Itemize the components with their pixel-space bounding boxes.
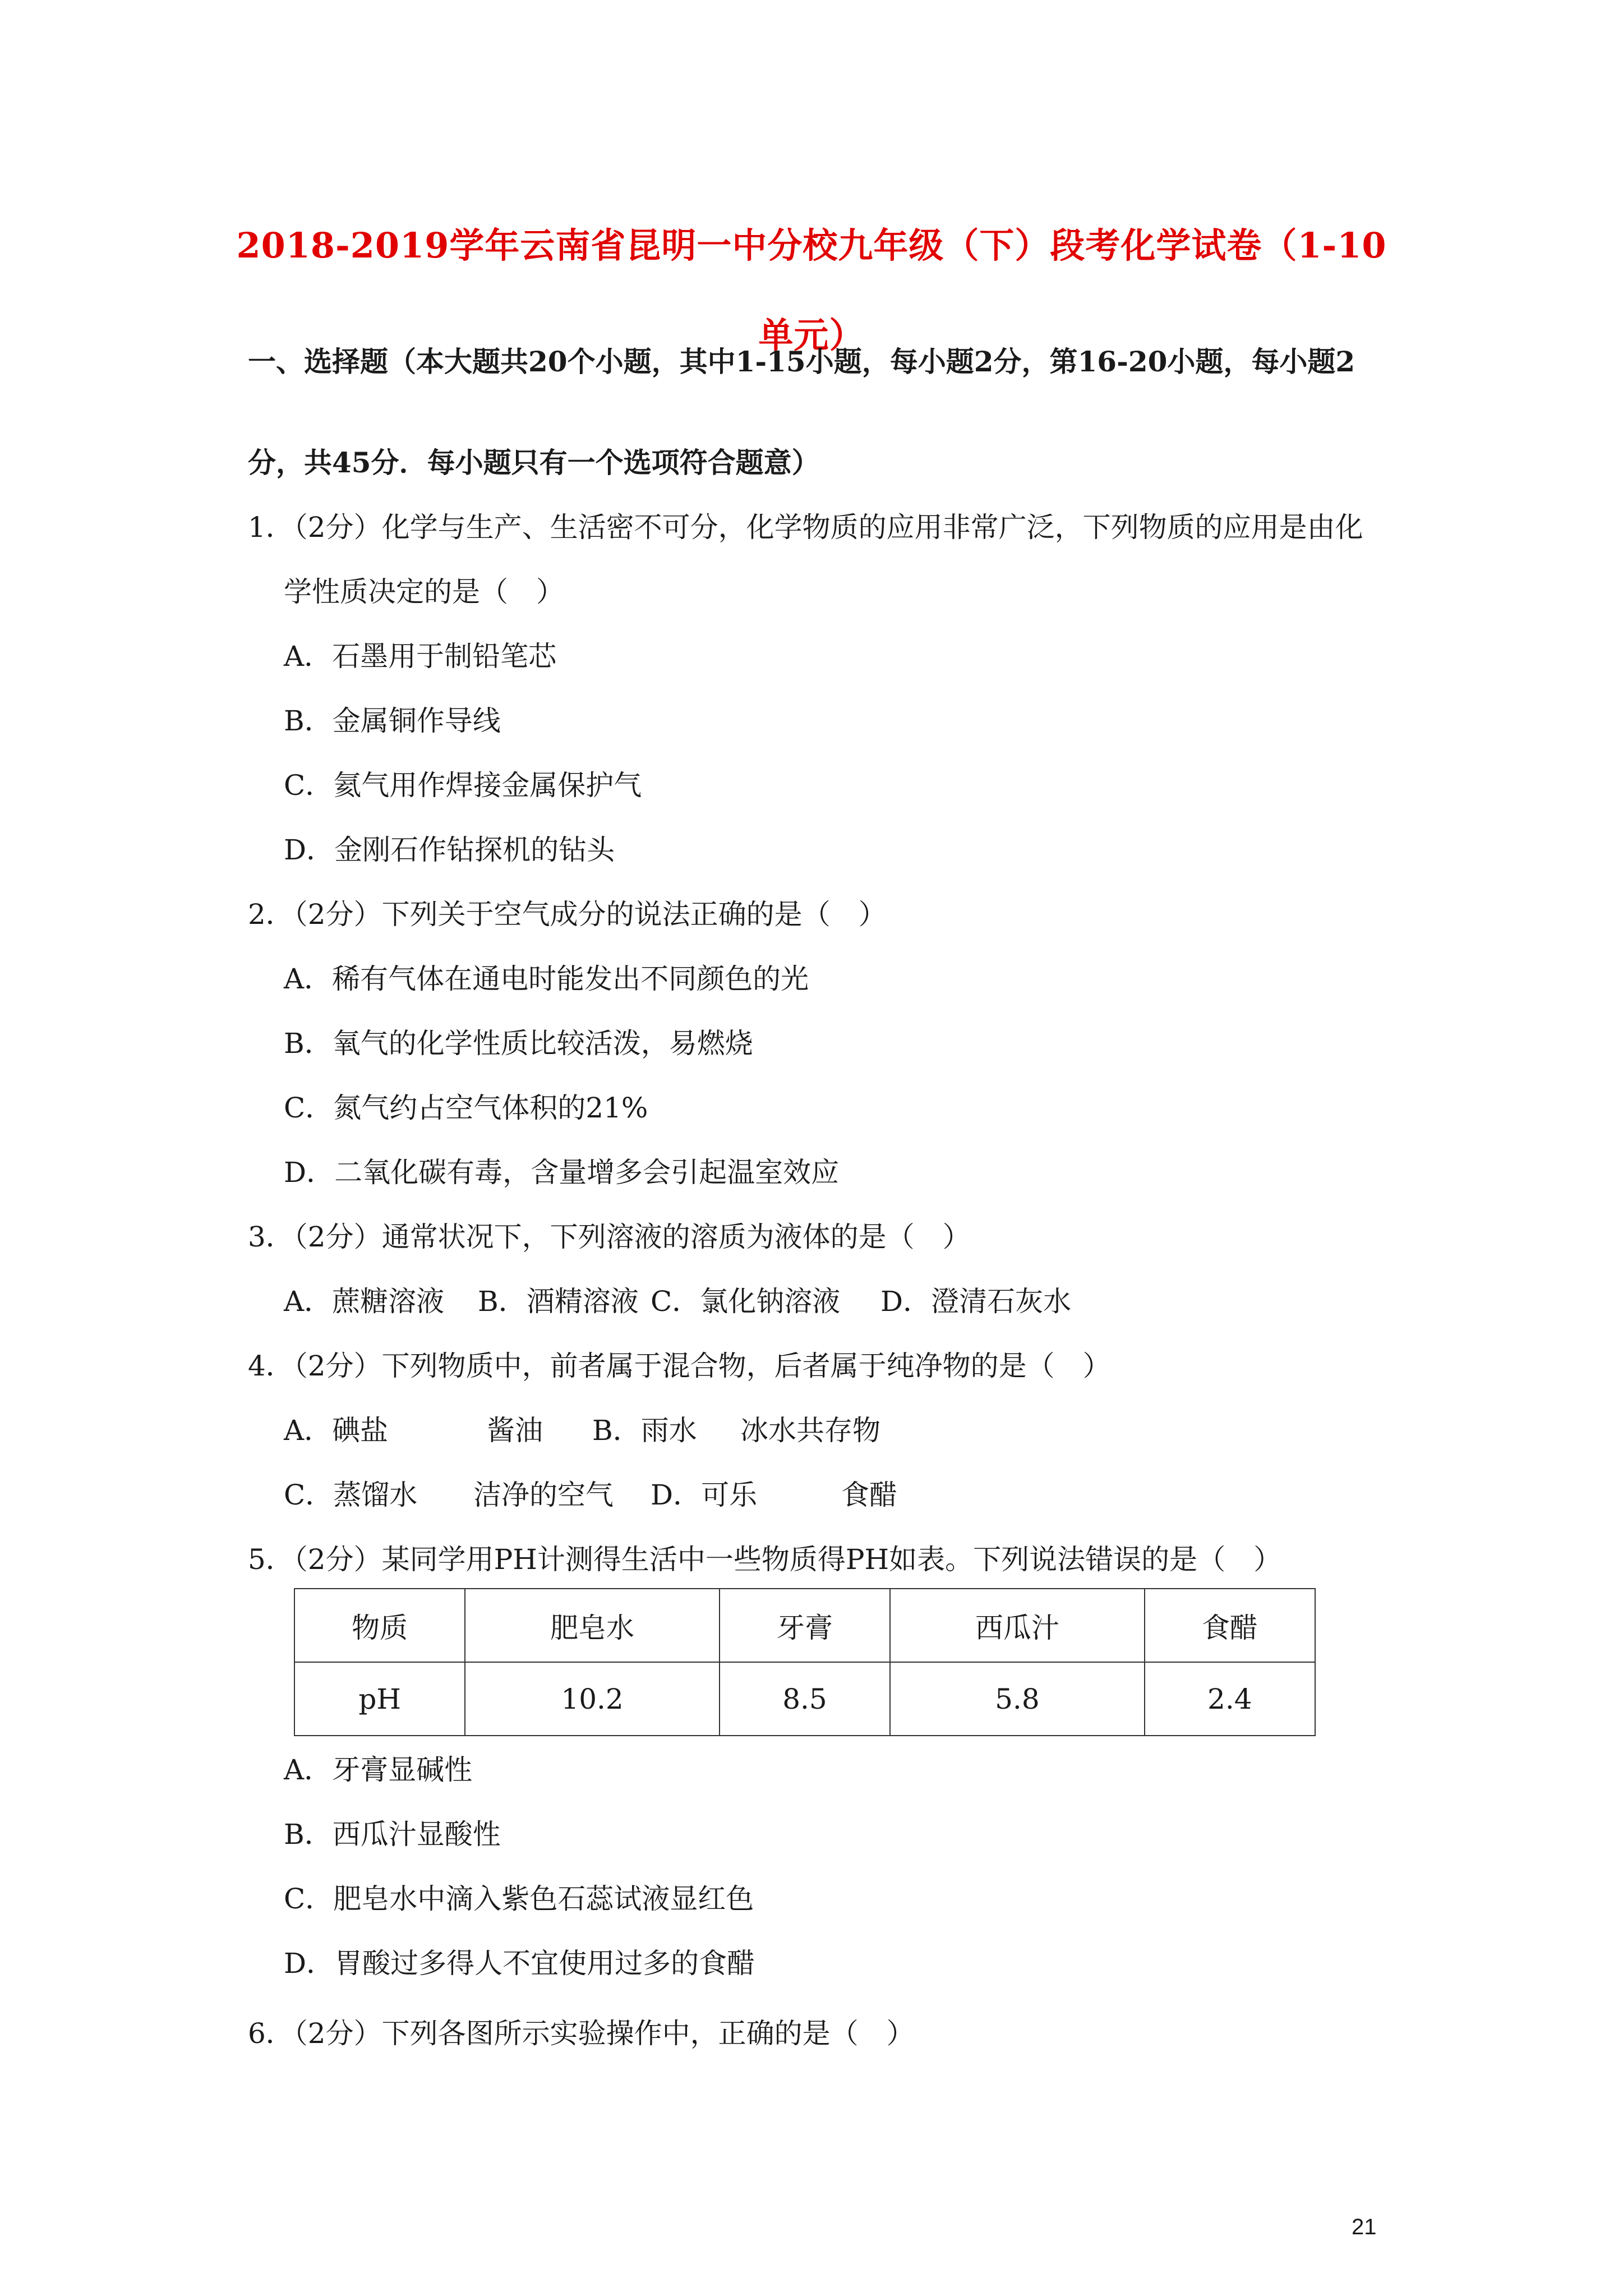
- question-3-option-a: A．蔗糖溶液: [284, 1285, 445, 1318]
- question-2-option-b: B．氧气的化学性质比较活泼，易燃烧: [284, 1027, 753, 1060]
- question-1-option-a: A．石墨用于制铅笔芯: [284, 640, 557, 673]
- exam-title-line2: 单元）: [758, 315, 865, 356]
- question-5-option-c: C．肥皂水中滴入紫色石蕊试液显红色: [284, 1883, 754, 1915]
- question-3-stem: 3．（2分）通常状况下，下列溶液的溶质为液体的是（ ）: [248, 1221, 971, 1253]
- question-1-stem: 1．（2分）化学与生产、生活密不可分，化学物质的应用非常广泛，下列物质的应用是由化: [248, 511, 1363, 544]
- question-1-option-b: B．金属铜作导线: [284, 705, 501, 737]
- question-4-option-d: D．可乐: [651, 1479, 758, 1511]
- question-5-option-b: B．西瓜汁显酸性: [284, 1818, 501, 1851]
- question-3-option-d: D．澄清石灰水: [880, 1285, 1072, 1318]
- question-4-option-c: C．蒸馏水: [284, 1479, 418, 1511]
- question-3-option-b: B．酒精溶液: [478, 1285, 639, 1318]
- question-4-option-d-second: 食醋: [841, 1479, 897, 1511]
- question-2-stem: 2．（2分）下列关于空气成分的说法正确的是（ ）: [248, 898, 887, 931]
- question-6-stem: 6．（2分）下列各图所示实验操作中，正确的是（ ）: [248, 2017, 915, 2050]
- table-header-cell: 食醋: [1145, 1589, 1315, 1662]
- section-heading-line2: 分，共45分．每小题只有一个选项符合题意）: [248, 446, 820, 479]
- table-header-cell: 牙膏: [720, 1589, 890, 1662]
- question-3-option-c: C．氯化钠溶液: [651, 1285, 841, 1318]
- question-2-option-a: A．稀有气体在通电时能发出不同颜色的光: [284, 963, 809, 995]
- question-1-option-d: D．金刚石作钻探机的钻头: [284, 834, 615, 866]
- question-4-option-b: B．雨水: [592, 1414, 697, 1447]
- question-4-option-a: A．碘盐: [284, 1414, 389, 1447]
- question-5-stem: 5．（2分）某同学用PH计测得生活中一些物质得PH如表。下列说法错误的是（ ）: [248, 1543, 1282, 1576]
- table-cell: 8.5: [720, 1662, 890, 1736]
- section-heading-line1: 一、选择题（本大题共20个小题，其中1-15小题，每小题2分，第16-20小题，每小题2: [248, 345, 1355, 378]
- question-4-option-b-second: 冰水共存物: [740, 1414, 880, 1447]
- table-header-cell: 西瓜汁: [890, 1589, 1145, 1662]
- table-cell: 5.8: [890, 1662, 1145, 1736]
- question-1-stem-cont: 学性质决定的是（ ）: [284, 576, 564, 608]
- ph-table: [294, 1588, 1316, 1736]
- question-2-option-d: D．二氧化碳有毒，含量增多会引起温室效应: [284, 1156, 840, 1189]
- table-cell: 2.4: [1145, 1662, 1315, 1736]
- question-5-option-a: A．牙膏显碱性: [284, 1754, 473, 1786]
- question-4-option-a-second: 酱油: [487, 1414, 543, 1447]
- question-5-option-d: D．胃酸过多得人不宜使用过多的食醋: [284, 1947, 755, 1980]
- table-header-cell: 物质: [294, 1589, 465, 1662]
- question-4-stem: 4．（2分）下列物质中，前者属于混合物，后者属于纯净物的是（ ）: [248, 1350, 1111, 1382]
- table-row: [294, 1662, 1315, 1736]
- table-row: [294, 1589, 1315, 1662]
- question-2-option-c: C．氮气约占空气体积的21%: [284, 1092, 648, 1124]
- question-4-option-c-second: 洁净的空气: [473, 1479, 614, 1511]
- exam-title-line1: 2018-2019学年云南省昆明一中分校九年级（下）段考化学试卷（1-10: [236, 225, 1387, 266]
- page-number: 21: [1352, 2215, 1377, 2239]
- table-cell: pH: [294, 1662, 465, 1736]
- table-cell: 10.2: [465, 1662, 720, 1736]
- question-1-option-c: C．氦气用作焊接金属保护气: [284, 769, 642, 802]
- table-header-cell: 肥皂水: [465, 1589, 720, 1662]
